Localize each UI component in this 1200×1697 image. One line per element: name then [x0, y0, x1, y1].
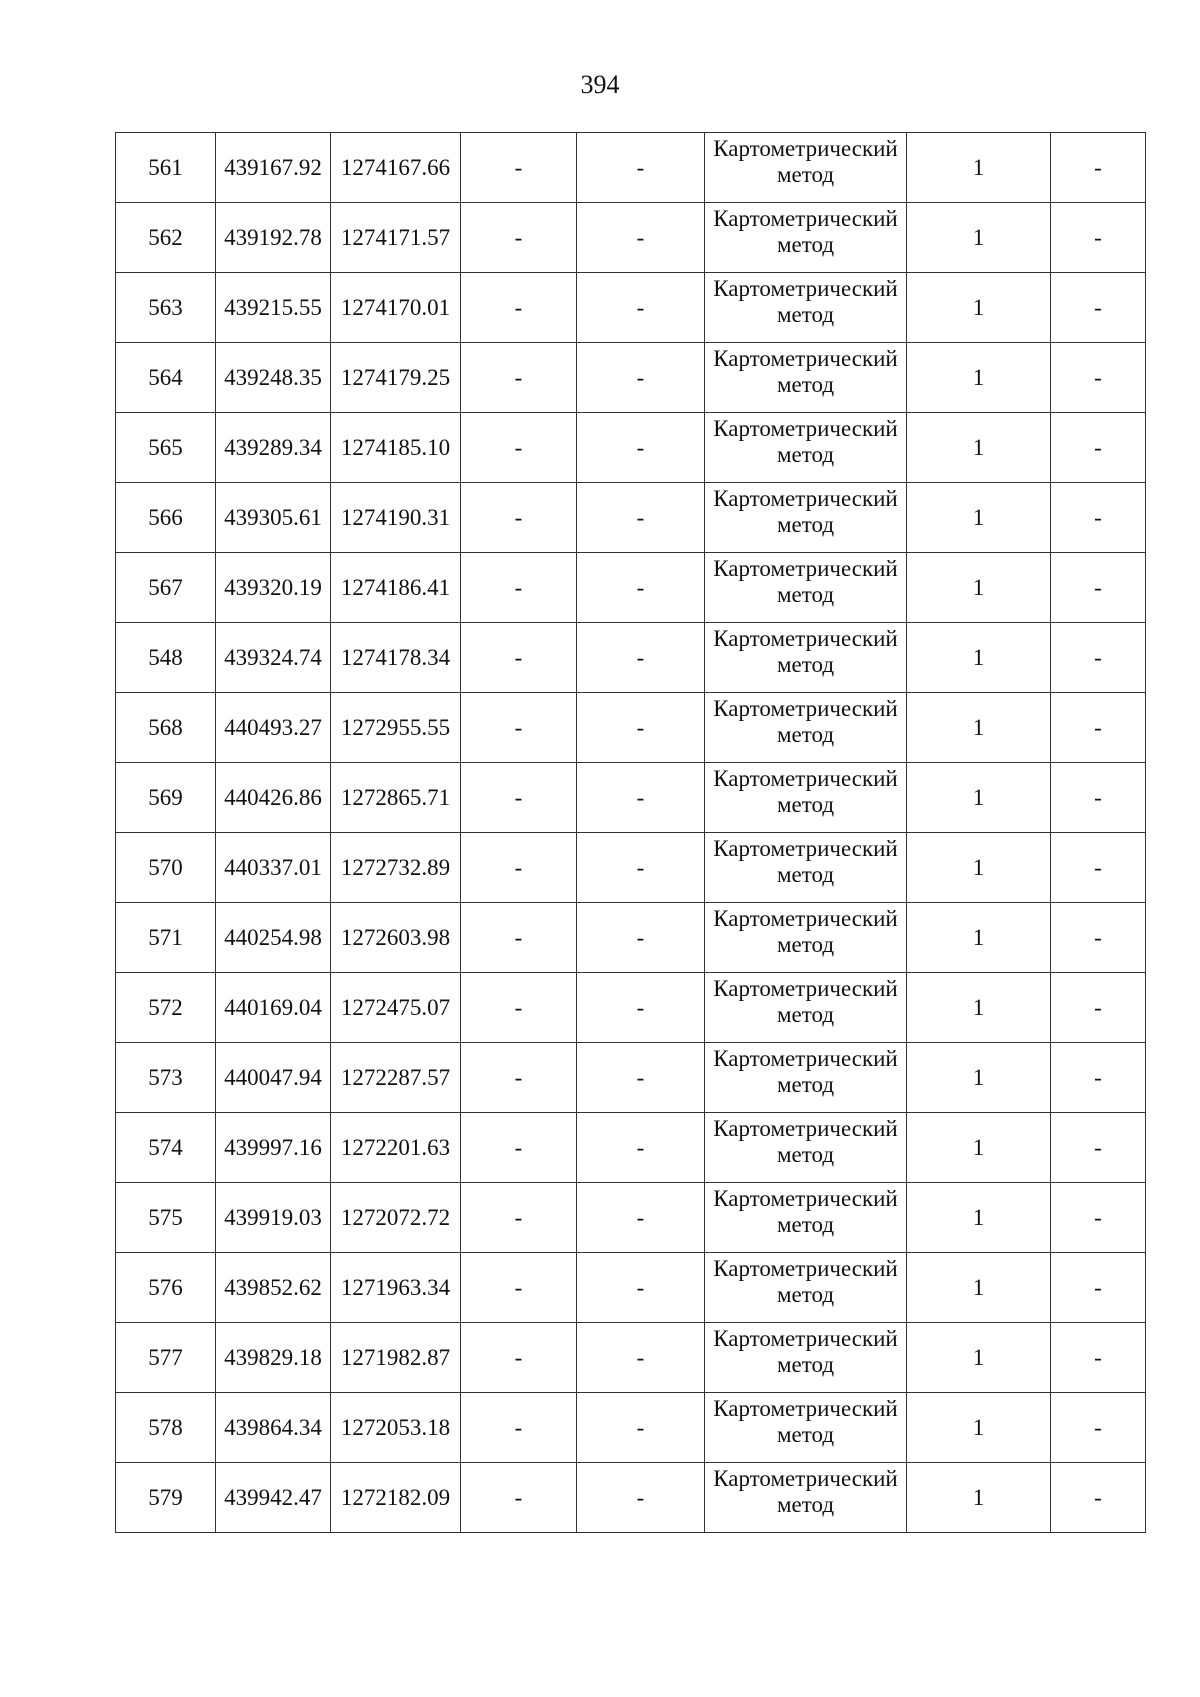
y-coordinate-cell: 1274185.10 — [331, 413, 461, 483]
method-cell — [705, 1323, 907, 1393]
method-line-2: метод — [776, 1142, 835, 1167]
x-coordinate-cell: 439324.74 — [216, 623, 331, 693]
x-coordinate-cell: 439852.62 — [216, 1253, 331, 1323]
empty-value-cell: - — [577, 1113, 705, 1183]
y-coordinate-cell: 1272182.09 — [331, 1463, 461, 1533]
empty-value-cell: - — [577, 273, 705, 343]
table-row — [116, 1113, 1146, 1183]
method-cell — [705, 763, 907, 833]
empty-value-cell: - — [577, 973, 705, 1043]
method-line-2: метод — [776, 1072, 835, 1097]
empty-value-cell: - — [577, 833, 705, 903]
empty-value-cell: - — [1051, 133, 1146, 203]
point-number-cell: 567 — [116, 553, 216, 623]
method-line-2: метод — [776, 1002, 835, 1027]
method-line-2: метод — [776, 1492, 835, 1517]
y-coordinate-cell: 1274186.41 — [331, 553, 461, 623]
accuracy-cell: 1 — [907, 833, 1051, 903]
empty-value-cell: - — [577, 553, 705, 623]
empty-value-cell: - — [461, 973, 577, 1043]
method-line-1: Картометрический — [713, 346, 898, 371]
y-coordinate-cell: 1272287.57 — [331, 1043, 461, 1113]
accuracy-cell: 1 — [907, 483, 1051, 553]
table-row — [116, 1393, 1146, 1463]
method-line-1: Картометрический — [713, 136, 898, 161]
method-cell — [705, 203, 907, 273]
empty-value-cell: - — [461, 763, 577, 833]
method-line-2: метод — [776, 792, 835, 817]
method-line-2: метод — [776, 652, 835, 677]
x-coordinate-cell: 439167.92 — [216, 133, 331, 203]
empty-value-cell: - — [461, 273, 577, 343]
empty-value-cell: - — [461, 343, 577, 413]
point-number-cell: 570 — [116, 833, 216, 903]
accuracy-cell: 1 — [907, 553, 1051, 623]
empty-value-cell: - — [1051, 623, 1146, 693]
method-line-2: метод — [776, 442, 835, 467]
x-coordinate-cell: 439919.03 — [216, 1183, 331, 1253]
point-number-cell: 578 — [116, 1393, 216, 1463]
empty-value-cell: - — [461, 833, 577, 903]
accuracy-cell: 1 — [907, 1253, 1051, 1323]
method-line-2: метод — [776, 722, 835, 747]
empty-value-cell: - — [577, 1393, 705, 1463]
x-coordinate-cell: 439997.16 — [216, 1113, 331, 1183]
empty-value-cell: - — [577, 1323, 705, 1393]
point-number-cell: 577 — [116, 1323, 216, 1393]
empty-value-cell: - — [577, 413, 705, 483]
x-coordinate-cell: 440254.98 — [216, 903, 331, 973]
table-row — [116, 1253, 1146, 1323]
method-cell — [705, 1253, 907, 1323]
method-line-2: метод — [776, 932, 835, 957]
page-number: 394 — [580, 70, 620, 99]
empty-value-cell: - — [1051, 203, 1146, 273]
empty-value-cell: - — [461, 1183, 577, 1253]
table-row — [116, 203, 1146, 273]
accuracy-cell: 1 — [907, 973, 1051, 1043]
method-line-1: Картометрический — [713, 1396, 898, 1421]
empty-value-cell: - — [577, 483, 705, 553]
x-coordinate-cell: 440493.27 — [216, 693, 331, 763]
table-row — [116, 973, 1146, 1043]
accuracy-cell: 1 — [907, 763, 1051, 833]
method-line-1: Картометрический — [713, 1326, 898, 1351]
empty-value-cell: - — [1051, 273, 1146, 343]
empty-value-cell: - — [461, 623, 577, 693]
empty-value-cell: - — [461, 553, 577, 623]
table-row — [116, 833, 1146, 903]
point-number-cell: 562 — [116, 203, 216, 273]
table-row — [116, 343, 1146, 413]
y-coordinate-cell: 1274179.25 — [331, 343, 461, 413]
accuracy-cell: 1 — [907, 273, 1051, 343]
method-line-2: метод — [776, 582, 835, 607]
method-cell — [705, 1043, 907, 1113]
method-line-1: Картометрический — [713, 556, 898, 581]
point-number-cell: 579 — [116, 1463, 216, 1533]
accuracy-cell: 1 — [907, 133, 1051, 203]
table-row — [116, 903, 1146, 973]
empty-value-cell: - — [461, 483, 577, 553]
point-number-cell: 575 — [116, 1183, 216, 1253]
method-line-1: Картометрический — [713, 836, 898, 861]
method-line-1: Картометрический — [713, 626, 898, 651]
y-coordinate-cell: 1272053.18 — [331, 1393, 461, 1463]
empty-value-cell: - — [577, 763, 705, 833]
point-number-cell: 548 — [116, 623, 216, 693]
point-number-cell: 568 — [116, 693, 216, 763]
accuracy-cell: 1 — [907, 693, 1051, 763]
empty-value-cell: - — [461, 1323, 577, 1393]
method-line-1: Картометрический — [713, 416, 898, 441]
method-line-2: метод — [776, 232, 835, 257]
point-number-cell: 563 — [116, 273, 216, 343]
empty-value-cell: - — [461, 903, 577, 973]
point-number-cell: 565 — [116, 413, 216, 483]
y-coordinate-cell: 1274167.66 — [331, 133, 461, 203]
y-coordinate-cell: 1274170.01 — [331, 273, 461, 343]
method-line-1: Картометрический — [713, 766, 898, 791]
method-line-2: метод — [776, 862, 835, 887]
table-row — [116, 693, 1146, 763]
empty-value-cell: - — [577, 1183, 705, 1253]
x-coordinate-cell: 440426.86 — [216, 763, 331, 833]
point-number-cell: 573 — [116, 1043, 216, 1113]
y-coordinate-cell: 1274178.34 — [331, 623, 461, 693]
point-number-cell: 569 — [116, 763, 216, 833]
table-body — [116, 133, 1146, 1533]
method-cell — [705, 133, 907, 203]
method-line-2: метод — [776, 162, 835, 187]
method-line-2: метод — [776, 1422, 835, 1447]
method-cell — [705, 343, 907, 413]
table-row — [116, 133, 1146, 203]
empty-value-cell: - — [1051, 693, 1146, 763]
accuracy-cell: 1 — [907, 203, 1051, 273]
y-coordinate-cell: 1272603.98 — [331, 903, 461, 973]
method-cell — [705, 413, 907, 483]
empty-value-cell: - — [1051, 343, 1146, 413]
empty-value-cell: - — [577, 133, 705, 203]
method-line-2: метод — [776, 1282, 835, 1307]
accuracy-cell: 1 — [907, 1113, 1051, 1183]
method-line-2: метод — [776, 512, 835, 537]
method-line-1: Картометрический — [713, 486, 898, 511]
y-coordinate-cell: 1272072.72 — [331, 1183, 461, 1253]
empty-value-cell: - — [577, 693, 705, 763]
x-coordinate-cell: 439864.34 — [216, 1393, 331, 1463]
method-cell — [705, 483, 907, 553]
point-number-cell: 561 — [116, 133, 216, 203]
y-coordinate-cell: 1271963.34 — [331, 1253, 461, 1323]
method-line-2: метод — [776, 1212, 835, 1237]
empty-value-cell: - — [1051, 413, 1146, 483]
y-coordinate-cell: 1272201.63 — [331, 1113, 461, 1183]
method-line-1: Картометрический — [713, 1466, 898, 1491]
method-cell — [705, 1463, 907, 1533]
method-cell — [705, 1393, 907, 1463]
x-coordinate-cell: 440169.04 — [216, 973, 331, 1043]
empty-value-cell: - — [461, 693, 577, 763]
method-line-1: Картометрический — [713, 1116, 898, 1141]
empty-value-cell: - — [1051, 833, 1146, 903]
x-coordinate-cell: 440337.01 — [216, 833, 331, 903]
empty-value-cell: - — [461, 1253, 577, 1323]
empty-value-cell: - — [577, 1253, 705, 1323]
table-row — [116, 763, 1146, 833]
method-line-1: Картометрический — [713, 906, 898, 931]
method-cell — [705, 833, 907, 903]
x-coordinate-cell: 439942.47 — [216, 1463, 331, 1533]
table-row — [116, 1463, 1146, 1533]
empty-value-cell: - — [1051, 1183, 1146, 1253]
empty-value-cell: - — [1051, 1323, 1146, 1393]
empty-value-cell: - — [577, 623, 705, 693]
method-line-1: Картометрический — [713, 276, 898, 301]
y-coordinate-cell: 1274171.57 — [331, 203, 461, 273]
empty-value-cell: - — [1051, 1463, 1146, 1533]
accuracy-cell: 1 — [907, 1393, 1051, 1463]
x-coordinate-cell: 440047.94 — [216, 1043, 331, 1113]
method-line-2: метод — [776, 302, 835, 327]
method-cell — [705, 693, 907, 763]
empty-value-cell: - — [577, 203, 705, 273]
accuracy-cell: 1 — [907, 623, 1051, 693]
table-row — [116, 483, 1146, 553]
method-line-1: Картометрический — [713, 1256, 898, 1281]
method-cell — [705, 1183, 907, 1253]
point-number-cell: 572 — [116, 973, 216, 1043]
empty-value-cell: - — [461, 1463, 577, 1533]
method-cell — [705, 1113, 907, 1183]
empty-value-cell: - — [577, 1463, 705, 1533]
empty-value-cell: - — [461, 1393, 577, 1463]
y-coordinate-cell: 1272955.55 — [331, 693, 461, 763]
method-cell — [705, 273, 907, 343]
empty-value-cell: - — [461, 1113, 577, 1183]
point-number-cell: 571 — [116, 903, 216, 973]
table-row — [116, 623, 1146, 693]
y-coordinate-cell: 1272865.71 — [331, 763, 461, 833]
point-number-cell: 564 — [116, 343, 216, 413]
point-number-cell: 566 — [116, 483, 216, 553]
method-line-1: Картометрический — [713, 1046, 898, 1071]
table-row — [116, 1323, 1146, 1393]
empty-value-cell: - — [577, 343, 705, 413]
empty-value-cell: - — [461, 413, 577, 483]
y-coordinate-cell: 1272732.89 — [331, 833, 461, 903]
empty-value-cell: - — [461, 203, 577, 273]
table-row — [116, 553, 1146, 623]
empty-value-cell: - — [1051, 1393, 1146, 1463]
empty-value-cell: - — [461, 1043, 577, 1113]
method-line-1: Картометрический — [713, 696, 898, 721]
accuracy-cell: 1 — [907, 1323, 1051, 1393]
x-coordinate-cell: 439192.78 — [216, 203, 331, 273]
accuracy-cell: 1 — [907, 343, 1051, 413]
accuracy-cell: 1 — [907, 413, 1051, 483]
method-cell — [705, 973, 907, 1043]
accuracy-cell: 1 — [907, 1183, 1051, 1253]
table-row — [116, 1043, 1146, 1113]
y-coordinate-cell: 1272475.07 — [331, 973, 461, 1043]
method-line-2: метод — [776, 372, 835, 397]
empty-value-cell: - — [577, 1043, 705, 1113]
coordinates-table — [115, 132, 1146, 1533]
empty-value-cell: - — [1051, 903, 1146, 973]
x-coordinate-cell: 439248.35 — [216, 343, 331, 413]
accuracy-cell: 1 — [907, 1043, 1051, 1113]
empty-value-cell: - — [577, 903, 705, 973]
empty-value-cell: - — [1051, 1113, 1146, 1183]
method-line-1: Картометрический — [713, 1186, 898, 1211]
empty-value-cell: - — [1051, 1043, 1146, 1113]
accuracy-cell: 1 — [907, 1463, 1051, 1533]
empty-value-cell: - — [1051, 763, 1146, 833]
method-cell — [705, 553, 907, 623]
method-line-1: Картометрический — [713, 976, 898, 1001]
table-row — [116, 273, 1146, 343]
point-number-cell: 574 — [116, 1113, 216, 1183]
point-number-cell: 576 — [116, 1253, 216, 1323]
x-coordinate-cell: 439829.18 — [216, 1323, 331, 1393]
empty-value-cell: - — [1051, 553, 1146, 623]
empty-value-cell: - — [461, 133, 577, 203]
x-coordinate-cell: 439320.19 — [216, 553, 331, 623]
accuracy-cell: 1 — [907, 903, 1051, 973]
empty-value-cell: - — [1051, 483, 1146, 553]
method-line-2: метод — [776, 1352, 835, 1377]
x-coordinate-cell: 439215.55 — [216, 273, 331, 343]
method-cell — [705, 623, 907, 693]
y-coordinate-cell: 1274190.31 — [331, 483, 461, 553]
method-line-1: Картометрический — [713, 206, 898, 231]
empty-value-cell: - — [1051, 973, 1146, 1043]
x-coordinate-cell: 439305.61 — [216, 483, 331, 553]
y-coordinate-cell: 1271982.87 — [331, 1323, 461, 1393]
empty-value-cell: - — [1051, 1253, 1146, 1323]
table-row — [116, 1183, 1146, 1253]
table-row — [116, 413, 1146, 483]
x-coordinate-cell: 439289.34 — [216, 413, 331, 483]
method-cell — [705, 903, 907, 973]
